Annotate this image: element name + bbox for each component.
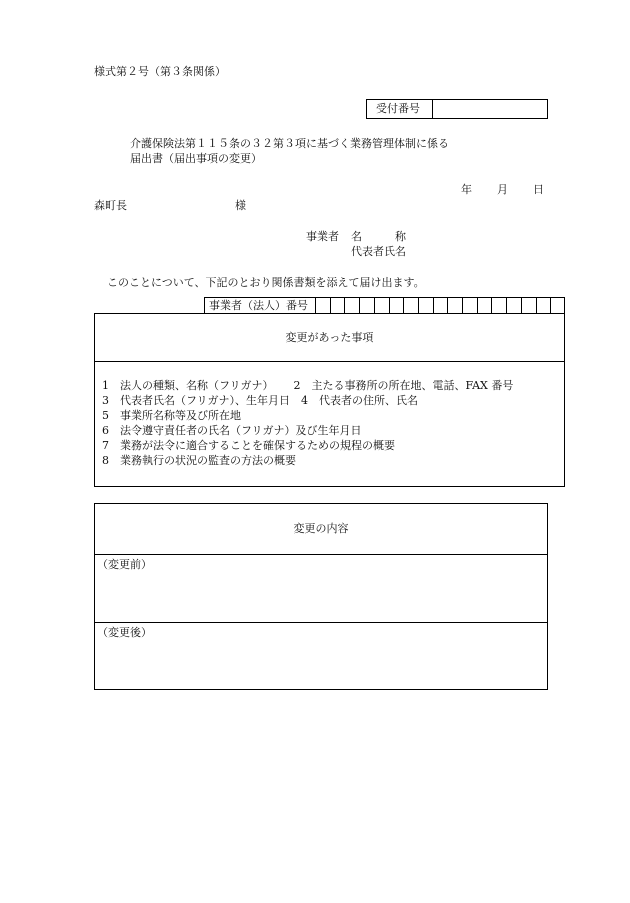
date-day-label: 日 (533, 183, 544, 196)
changed-item-line: 3 代表者氏名（フリガナ）、生年月日 4 代表者の住所、氏名 (102, 394, 418, 407)
change-content-divider-top (95, 554, 547, 555)
applicant-label: 事業者 (306, 230, 339, 243)
business-number-digit-cell[interactable] (462, 298, 478, 313)
business-number-digit-cell[interactable] (418, 298, 434, 313)
business-number-digit-cell[interactable] (315, 298, 331, 313)
business-number-label: 事業者（法人）番号 (209, 299, 308, 312)
changed-item-line: 7 業務が法令に適合することを確保するための規程の概要 (102, 439, 395, 452)
business-number-digit-cell[interactable] (477, 298, 493, 313)
business-number-digit-cell[interactable] (536, 298, 552, 313)
business-number-digit-cell[interactable] (447, 298, 463, 313)
addressee-name: 森町長 (94, 199, 127, 212)
business-number-digit-cell[interactable] (491, 298, 507, 313)
business-number-digit-cell[interactable] (550, 298, 566, 313)
changed-items-box (94, 313, 565, 487)
changed-items-heading: 変更があった事項 (285, 331, 374, 344)
date-year-label: 年 (461, 183, 472, 196)
changed-item-line: 1 法人の種類、名称（フリガナ） 2 主たる事務所の所在地、電話、FAX 番号 (102, 379, 514, 392)
date-month-label: 月 (497, 183, 508, 196)
changed-item-line: 8 業務執行の状況の監査の方法の概要 (102, 454, 296, 467)
applicant-name-label: 名 称 (351, 230, 406, 243)
change-content-divider-mid (95, 622, 547, 623)
receipt-number-label: 受付番号 (376, 102, 420, 115)
business-number-digit-cell[interactable] (403, 298, 419, 313)
changed-item-line: 5 事業所名称等及び所在地 (102, 409, 241, 422)
after-content-field[interactable] (97, 642, 545, 686)
form-number: 様式第２号（第３条関係） (94, 65, 226, 78)
form-title-line2: 届出書（届出事項の変更） (130, 152, 262, 165)
changed-item-line: 6 法令遵守責任者の氏名（フリガナ）及び生年月日 (102, 424, 362, 437)
business-number-digit-cell[interactable] (344, 298, 360, 313)
business-number-digit-cell[interactable] (389, 298, 405, 313)
addressee-honorific: 様 (235, 199, 246, 212)
applicant-rep-label: 代表者氏名 (351, 245, 406, 258)
changed-items-divider (95, 361, 564, 362)
change-content-heading: 変更の内容 (293, 522, 349, 535)
business-number-digit-cell[interactable] (433, 298, 449, 313)
receipt-number-field[interactable] (437, 102, 545, 116)
business-number-digit-cell[interactable] (374, 298, 390, 313)
change-content-box (94, 503, 548, 690)
business-number-row (204, 297, 565, 314)
changed-items-list (102, 378, 513, 468)
receipt-number-box (366, 99, 548, 119)
before-content-field[interactable] (97, 574, 545, 620)
before-label: （変更前） (97, 558, 152, 571)
intro-sentence: このことについて、下記のとおり関係書類を添えて届け出ます。 (107, 276, 425, 289)
after-label: （変更後） (97, 626, 152, 639)
business-number-digit-cell[interactable] (521, 298, 537, 313)
receipt-divider (432, 100, 433, 118)
form-title-line1: 介護保険法第１１５条の３２第３項に基づく業務管理体制に係る (130, 137, 449, 150)
business-number-digit-cell[interactable] (506, 298, 522, 313)
business-number-digit-cell[interactable] (330, 298, 346, 313)
business-number-digit-cell[interactable] (359, 298, 375, 313)
